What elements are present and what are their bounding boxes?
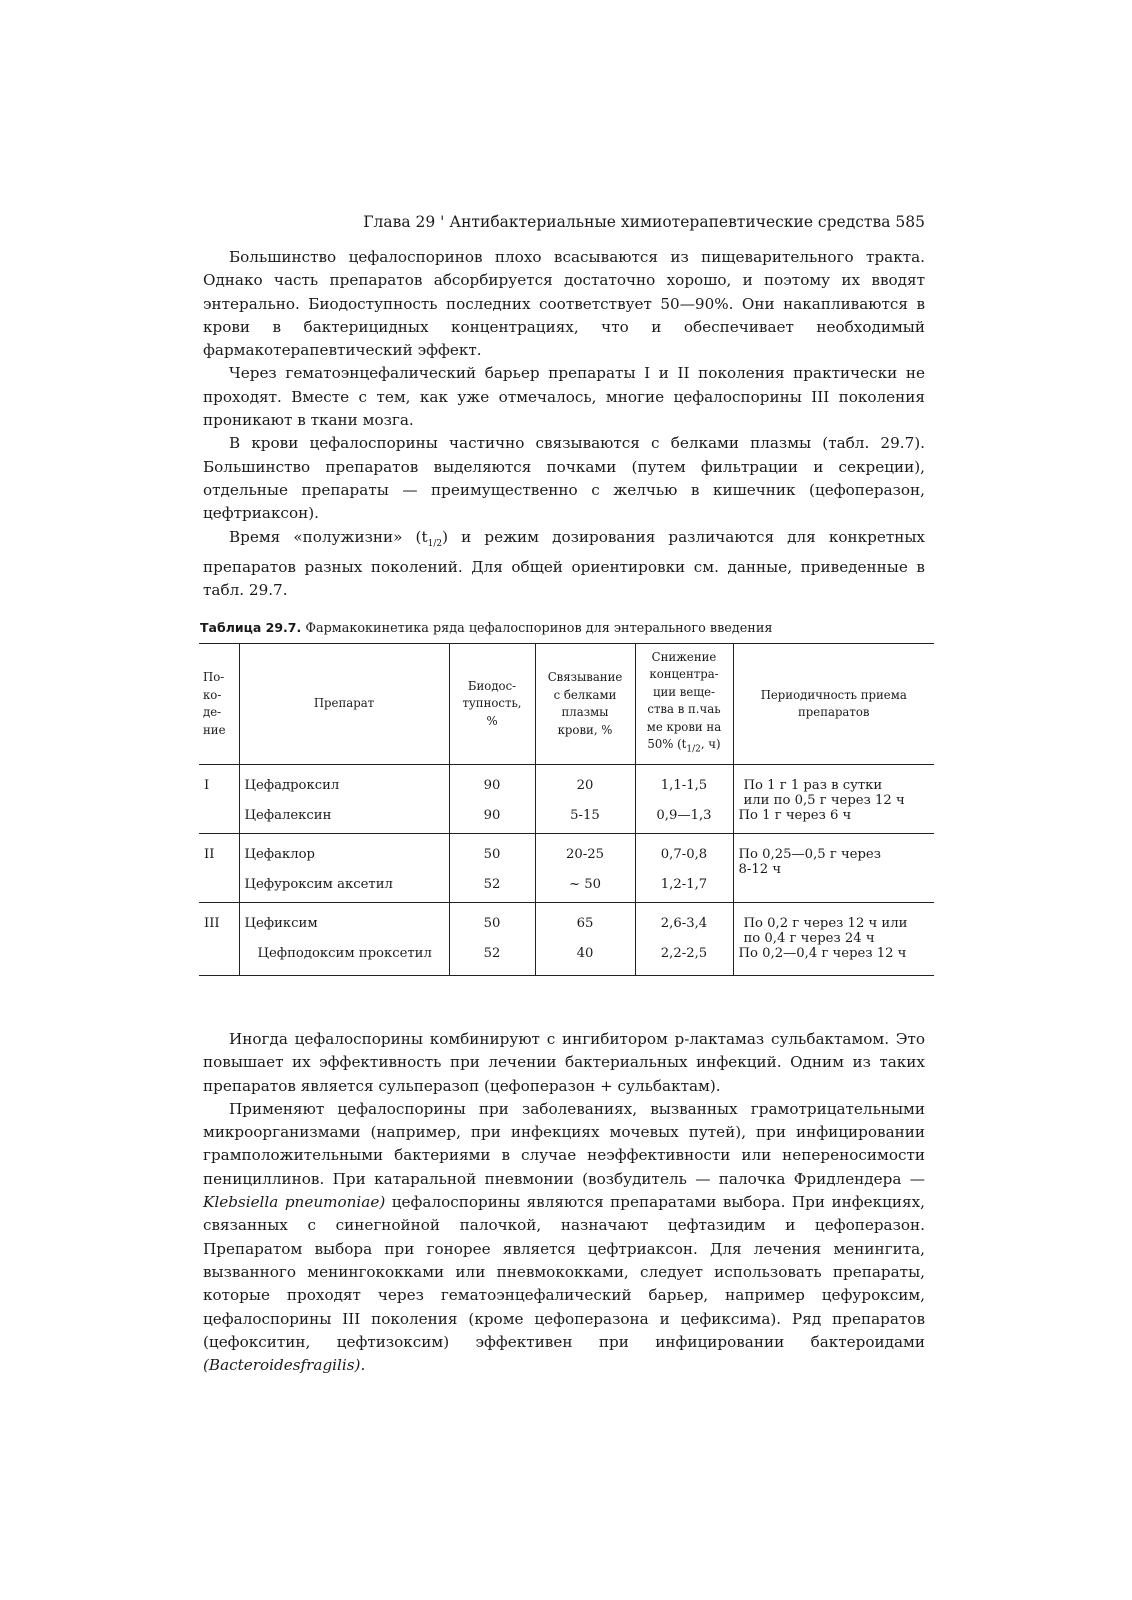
cell-generation: I bbox=[204, 778, 210, 793]
cell-half-life: 1,2-1,7 bbox=[635, 877, 733, 903]
cell-protein-binding: 20-25 bbox=[535, 834, 635, 878]
intro-text bbox=[203, 246, 925, 602]
paragraph-absorption: Большинство цефалоспоринов плохо всасываются из пищеварительного тракта. Однако часть препаратов абсорбируется достаточно хорошо, и поэтому их вводят энтерально. Биодоступность последних соответствует 50—90%. Они накапливаются в крови в бактерицидных концентрациях, что и обеспечивает необходимый фармакотерапевтический эффект. bbox=[203, 248, 925, 360]
table-row bbox=[199, 946, 934, 976]
caption-label: Таблица 29.7. bbox=[200, 620, 302, 635]
pharmacokinetics-table bbox=[199, 643, 934, 976]
cell-dosing bbox=[733, 877, 934, 903]
cell-protein-binding: 40 bbox=[535, 946, 635, 976]
cell-generation bbox=[199, 808, 239, 834]
cell-half-life: 0,9—1,3 bbox=[635, 808, 733, 834]
cell-bioavailability: 90 bbox=[449, 765, 535, 809]
cell-drug: Цефуроксим аксетил bbox=[239, 877, 449, 903]
cell-bioavailability: 50 bbox=[449, 834, 535, 878]
table-row bbox=[199, 903, 934, 947]
cell-drug: Цефадроксил bbox=[239, 765, 449, 809]
cell-generation: III bbox=[204, 916, 220, 931]
header-dosing: Периодичность приема препаратов bbox=[733, 644, 934, 765]
header-bioavailability: Биодос- тупность, % bbox=[449, 644, 535, 765]
cell-protein-binding: 5-15 bbox=[535, 808, 635, 834]
closing-text bbox=[203, 1028, 925, 1377]
cell-generation bbox=[199, 946, 239, 976]
cell-half-life: 0,7-0,8 bbox=[635, 834, 733, 878]
paragraph-binding: В крови цефалоспорины частично связываются с белками плазмы (табл. 29.7). Большинство препаратов выделяются почками (путем фильтрации и секреции), отдельные препараты — преимущественно с желчью в кишечник (цефоперазон, цефтриаксон). bbox=[203, 434, 925, 523]
running-header: Глава 29 ' Антибактериальные химиотерапевтические средства 585 bbox=[363, 213, 925, 231]
table-row bbox=[199, 765, 934, 809]
cell-dosing: По 0,25—0,5 г через 8-12 ч bbox=[733, 834, 934, 878]
caption-text: Фармакокинетика ряда цефалоспоринов для энтерального введения bbox=[305, 621, 773, 636]
paragraph-half-life: Время «полужизни» $(t_{1/2})$ и режим дозирования различаются для конкретных препаратов разных поколений. Для общей ориентировки см. данные, приведенные в табл. 29.7. bbox=[203, 527, 925, 600]
header-drug: Препарат bbox=[239, 644, 449, 765]
cell-generation: II bbox=[204, 847, 215, 862]
cell-protein-binding: ~ 50 bbox=[535, 877, 635, 903]
cell-half-life: 2,6-3,4 bbox=[635, 903, 733, 947]
cell-protein-binding: 65 bbox=[535, 903, 635, 947]
cell-bioavailability: 52 bbox=[449, 946, 535, 976]
cell-dosing: По 1 г через 6 ч bbox=[733, 808, 934, 834]
cell-bioavailability: 50 bbox=[449, 903, 535, 947]
header-generation: По- ко- де- ние bbox=[199, 644, 239, 765]
cell-bioavailability: 90 bbox=[449, 808, 535, 834]
cell-dosing: По 1 г 1 раз в сутки или по 0,5 г через 12 ч bbox=[733, 765, 934, 809]
cell-generation bbox=[199, 877, 239, 903]
cell-drug: Цефаклор bbox=[239, 834, 449, 878]
paragraph-sulbactam: Иногда цефалоспорины комбинируют с ингибитором р-лактамаз сульбактамом. Это повышает их эффективность при лечении бактериальных инфекций. Одним из таких препаратов является сульперазоп (цефоперазон + сульбактам). bbox=[203, 1030, 925, 1095]
header-protein-binding: Связывание с белками плазмы крови, % bbox=[535, 644, 635, 765]
cell-protein-binding: 20 bbox=[535, 765, 635, 809]
table-row bbox=[199, 808, 934, 834]
cell-drug: Цефалексин bbox=[239, 808, 449, 834]
cell-half-life: 2,2-2,5 bbox=[635, 946, 733, 976]
table-row bbox=[199, 877, 934, 903]
cell-half-life: 1,1-1,5 bbox=[635, 765, 733, 809]
header-half-life: Снижение концентра- ции веще- ства в п.чаь ме крови на 50% ($t_{1/2}$, ч) bbox=[635, 644, 733, 765]
paragraph-bbb: Через гематоэнцефалический барьер препараты I и II поколения практически не проходят. Вместе с тем, как уже отмечалось, многие цефалоспорины III поколения проникают в ткани мозга. bbox=[203, 364, 925, 430]
table-row bbox=[199, 834, 934, 878]
table-caption bbox=[200, 620, 772, 636]
cell-drug: Цефподоксим проксетил bbox=[239, 946, 449, 976]
cell-drug: Цефиксим bbox=[239, 903, 449, 947]
table-header-row bbox=[199, 644, 934, 765]
cell-bioavailability: 52 bbox=[449, 877, 535, 903]
cell-dosing: По 0,2—0,4 г через 12 ч bbox=[733, 946, 934, 976]
cell-dosing: По 0,2 г через 12 ч или по 0,4 г через 24 ч bbox=[733, 903, 934, 947]
paragraph-indications: Применяют цефалоспорины при заболеваниях, вызванных грамотрицательными микроорганизмами (например, при инфекциях мочевых путей), при инфицировании грамположительными бактериями в случае неэффективности или непереносимости пенициллинов. При катаральной пневмонии (возбудитель — палочка Фридлендера — Klebsiella pneumoniae) цефалоспорины являются препаратами выбора. При инфекциях, связанных с синегнойной палочкой, назначают цефтазидим и цефоперазон. Препаратом выбора при гонорее является цефтриаксон. Для лечения менингита, вызванного менингококками или пневмококками, следует использовать препараты, которые проходят через гематоэнцефалический барьер, например цефуроксим, цефалоспорины III поколения (кроме цефоперазона и цефиксима). Ряд препаратов (цефокситин, цефтизоксим) эффективен при инфицировании бактероидами (Bacteroidesfragilis). bbox=[203, 1099, 925, 1375]
